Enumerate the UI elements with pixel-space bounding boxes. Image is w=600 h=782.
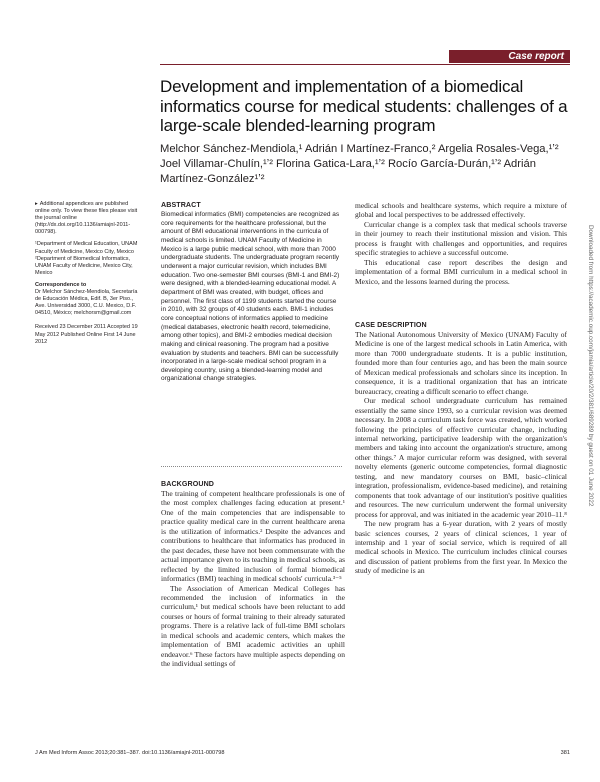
intro-paragraph-1: medical schools and healthcare systems, which require a mixture of global and local perspectives to be addressed effectively. (355, 201, 567, 220)
case-paragraph-1: The National Autonomous University of Mexico (UNAM) Faculty of Medicine is one of the largest medical schools in Latin America, with more than 7000 undergraduate students. It is a public institution, founded more than four centuries ago, and has been the main source of Mexican medical professionals and scholars since its inception. In consequence, it is a traditional organization that has an intricate bureaucracy, creating a difficult scenario to effect change. (355, 330, 567, 396)
affiliations: ¹Department of Medical Education, UNAM Faculty of Medicine, Mexico City, Mexico ²Department of Biomedical Informatics, UNAM Faculty of Medicine, Mexico City, Mexico (35, 241, 138, 276)
case-description-heading: CASE DESCRIPTION (355, 321, 427, 329)
abstract (161, 201, 342, 384)
background-paragraph-1: The training of competent healthcare professionals is one of the most complex challenges facing education at present.¹ One of the main competencies that are indispensable to practice quality medical care in the current healthcare arena is the utilization of informatics.² Despite the advances and contributions to healthcare that informatics has produced in the past decades, these have not been commensurate with the actual importance given to its teaching in medical schools, as reflected by the limited inclusion of formal biomedical informatics (BMI) teaching in medical schools' curricula.³⁻⁵ (161, 489, 345, 584)
case-paragraph-3: The new program has a 6-year duration, with 2 years of mostly basic sciences courses, 2 years of clinical sciences, 1 year of internship and 1 year of social service, which is required of all medical schools in Mexico. The curriculum includes clinical courses and discussion of patient problems from the first year. In Mexico the study of medicine is an (355, 519, 567, 576)
abstract-divider (161, 466, 342, 467)
background-section (161, 480, 345, 669)
correspondence-heading: Correspondence to (35, 281, 87, 288)
publication-dates: Received 23 December 2011 Accepted 19 May 2012 Published Online First 14 June 2012 (35, 324, 138, 345)
top-rule (160, 64, 570, 65)
case-paragraph-2: Our medical school undergraduate curriculum has remained essentially the same since 1993, so a curricular revision was deemed necessary. In 2008 a curriculum task force was created, which worked following the principles of effective curricular change, including internal networking, participative leadership with the organization's members and taking into account the organization's structure, among other things.⁷ A major curricular reform was designed, with several novelty elements (generic outcome competencies, formal diagnostic testing, and new mandatory courses on BMI, basic–clinical integration, professionalism, evidence-based medicine), and retaining components that took advantage of our institution's positive qualities and resources. The new curriculum underwent the formal university process for approval, and was initiated in the academic year 2010–11.⁸ (355, 396, 567, 519)
sidenotes (35, 201, 143, 346)
triangle-bullet-icon: ▸ (35, 201, 38, 207)
right-column-intro (355, 201, 567, 286)
case-description-section (355, 321, 567, 576)
abstract-text: Biomedical informatics (BMI) competencies are recognized as core requirements for the healthcare professional, but the amount of BMI educational interventions in the curricula of medical schools is limited. UNAM Faculty of Medicine in Mexico is a large public medical school, with more than 7000 undergraduate students. The undergraduate program recently underwent a major curricular revision, which includes BMI education. Two one-semester BMI courses (BMI-1 and BMI-2) were designed, with a blended-learning educational model. A department of BMI was created, with budget, offices and personnel. The first class of 1199 students started the course in 2010, with 32 groups of 40 students each. BMI-1 includes core conceptual notions of informatics applied to medicine (medical databases, electronic health record, telemedicine, among other topics), and BMI-2 embodies medical decision making and clinical reasoning. The program had a positive evaluation by students and teachers. BMI can be successfully incorporated in a large-scale medical school program in a developing country, using a blended-learning model and organizational change strategies. (161, 211, 340, 383)
download-watermark-text: Downloaded from https://academic.oup.com/jamia/article/20/2/381/689289 by guest on 01 June 2022 (587, 225, 594, 507)
intro-paragraph-3: This educational case report describes the design and implementation of a formal BMI curriculum in a medical school in Mexico, and the lessons learned during the process. (355, 257, 567, 286)
section-label: Case report (508, 51, 564, 62)
page-number: 381 (560, 750, 570, 756)
background-heading: BACKGROUND (161, 480, 215, 488)
background-paragraph-2: The Association of American Medical Colleges has recommended the inclusion of informatics in the curriculum,¹ but medical schools have been reluctant to add courses or hours of formal training to their already saturated programs. There is a relative lack of full-time BMI scholars in medical schools and academic centers, which makes the implementation of BMI academic activities an uphill endeavor.⁶ These factors have multiple aspects depending on the individual settings of (161, 583, 345, 669)
appendices-note: ▸ Additional appendices are published online only. To view these files please visit the journal online (http://dx.doi.org/10.1136/amiajnl-2011-000798). (35, 201, 138, 236)
intro-paragraph-2: Curricular change is a complex task that medical schools traverse in their journey to reach their institutional mission and vision. This process is fraught with challenges and opportunities, and requires specific strategies to achieve a successful outcome. (355, 219, 567, 258)
article-title: Development and implementation of a biomedical informatics course for medical students: challenges of a large-scale blended-learning program (160, 77, 568, 135)
author-list: Melchor Sánchez-Mendiola,¹ Adrián I Martínez-Franco,² Argelia Rosales-Vega,¹ʼ² Joel Villamar-Chulín,¹ʼ² Florina Gatica-Lara,¹ʼ² Rocío García-Durán,¹ʼ² Adrián Martínez-González¹ʼ² (160, 143, 559, 185)
correspondence-details: Dr Melchor Sánchez-Mendiola, Secretaría de Educación Médica, Edif. B, 3er Piso., Ave. Universidad 3000, C.U. Mexico, D.F. 04510, México; melchorsm@gmail.com (35, 289, 138, 317)
abstract-heading: ABSTRACT (161, 201, 201, 209)
download-watermark (585, 225, 595, 550)
footer-citation: J Am Med Inform Assoc 2013;20:381–387. doi:10.1136/amiajnl-2011-000798 (35, 750, 225, 756)
